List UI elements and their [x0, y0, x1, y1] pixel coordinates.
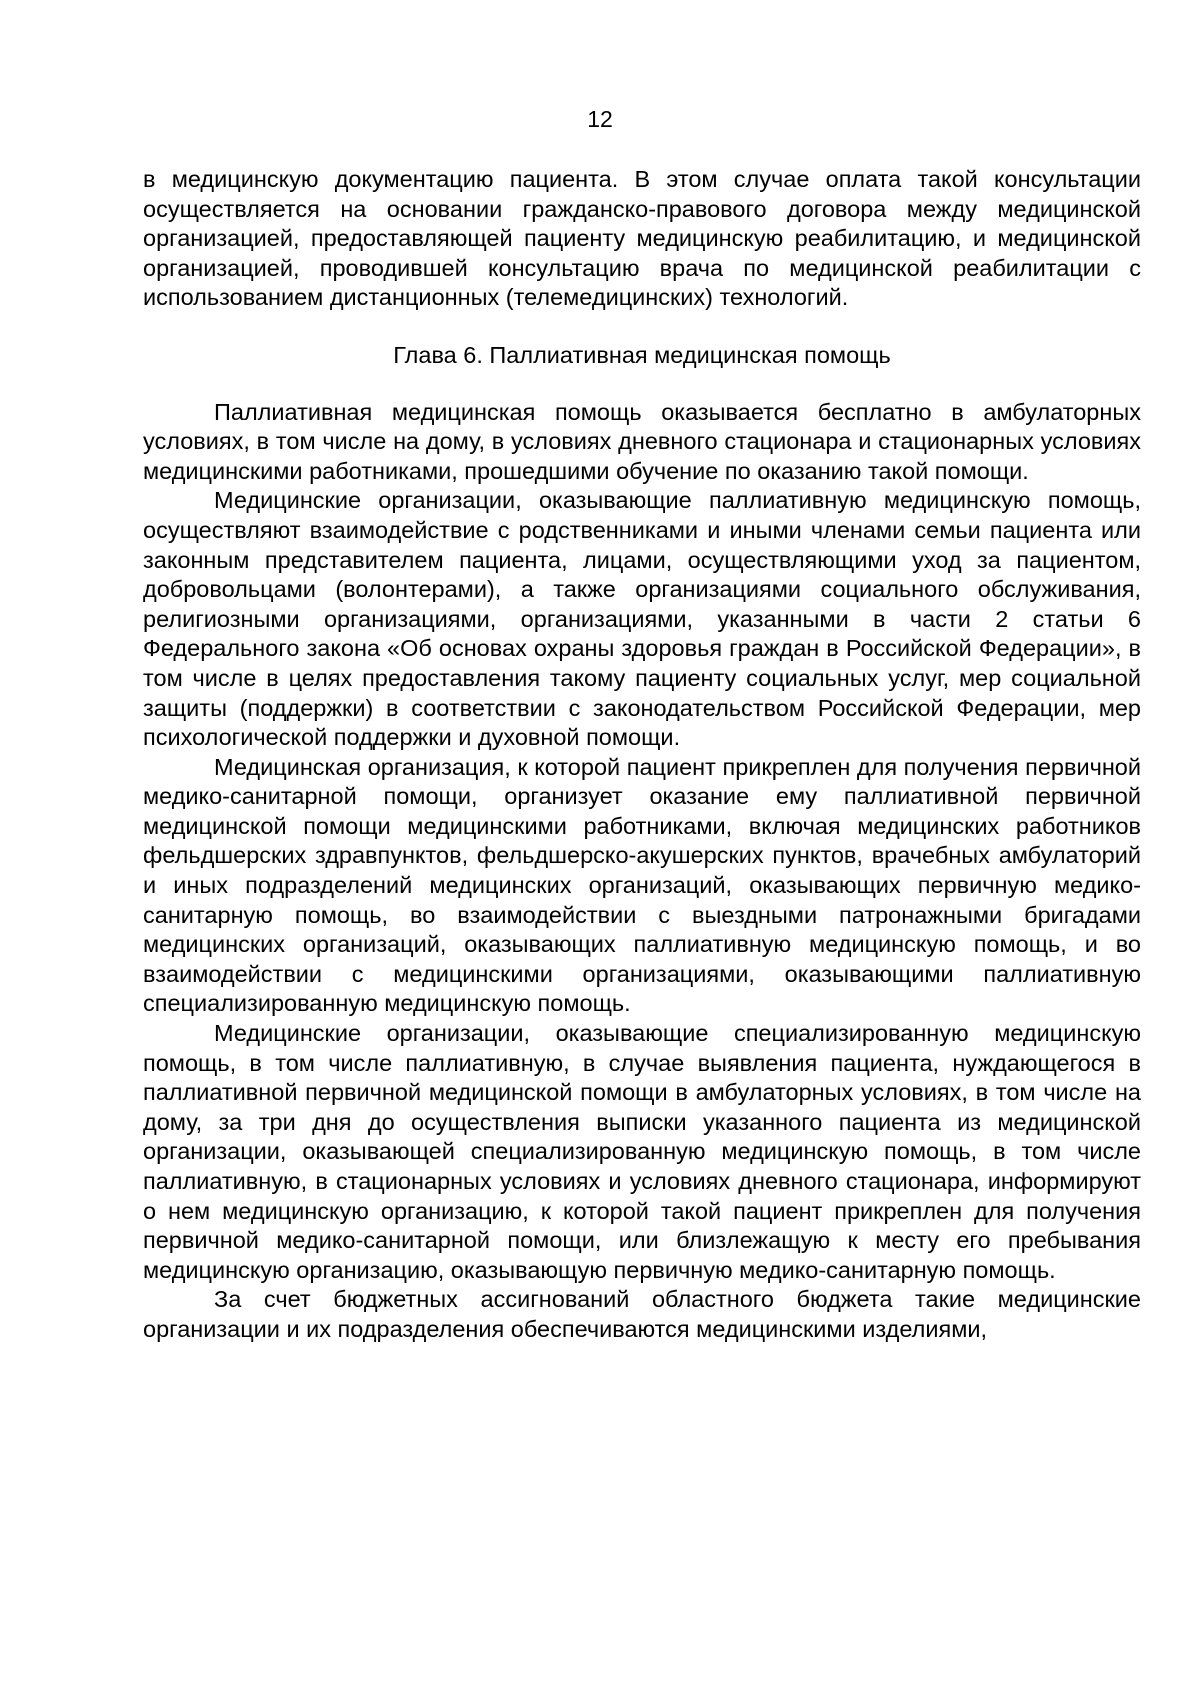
chapter-heading: Глава 6. Паллиативная медицинская помощь — [393, 341, 891, 368]
paragraph-continuation: в медицинскую документацию пациента. В этом случае оплата такой консультации осуществляется на основании гражданско-правового договора между медицинской организацией, предоставляющей пациенту медицинскую реабилитацию, и медицинской организацией, проводившей консультацию врача по медицинской реабилитации с использованием дистанционных (телемедицинских) технологий. — [143, 166, 1141, 311]
paragraph-palliative-care: Паллиативная медицинская помощь оказывается бесплатно в амбулаторных условиях, в том числе на дому, в условиях дневного стационара и стационарных условиях медицинскими работниками, прошедшими обучение по оказанию такой помощи. — [143, 398, 1141, 484]
page-number: 12 — [587, 106, 613, 132]
paragraph-interaction: Медицинские организации, оказывающие паллиативную медицинскую помощь, осуществляют взаимодействие с родственниками и иными членами семьи пациента или законным представителем пациента, лицами, осуществляющими уход за пациентом, добровольцами (волонтерами), а также организациями социального обслуживания, религиозными организациями, организациями, указанными в части 2 статьи 6 Федерального закона «Об основах охраны здоровья граждан в Российской Федерации», в том числе в целях предоставления такому пациенту социальных услуг, мер социальной защиты (поддержки) в соответствии с законодательством Российской Федерации, мер психологической поддержки и духовной помощи. — [143, 487, 1141, 751]
paragraph-specialized-care: Медицинские организации, оказывающие специализированную медицинскую помощь, в том числе паллиативную, в случае выявления пациента, нуждающегося в паллиативной первичной медицинской помощи в амбулаторных условиях, в том числе на дому, за три дня до осуществления выписки указанного пациента из медицинской организации, оказывающей специализированную медицинскую помощь, в том числе паллиативную, в стационарных условиях и условиях дневного стационара, информируют о нем медицинскую организацию, к которой такой пациент прикреплен для получения первичной медико-санитарной помощи, или близлежащую к месту его пребывания медицинскую организацию, оказывающую первичную медико-санитарную помощь. — [143, 1020, 1141, 1283]
paragraph-primary-care: Медицинская организация, к которой пациент прикреплен для получения первичной медико-санитарной помощи, организует оказание ему паллиативной первичной медицинской помощи медицинскими работниками, включая медицинских работников фельдшерских здравпунктов, фельдшерско-акушерских пунктов, врачебных амбулаторий и иных подразделений медицинских организаций, оказывающих первичную медико-санитарную помощь, во взаимодействии с выездными патронажными бригадами медицинских организаций, оказывающих паллиативную медицинскую помощь, и во взаимодействии с медицинскими организациями, оказывающими паллиативную специализированную медицинскую помощь. — [143, 753, 1141, 1017]
paragraph-budget: За счет бюджетных ассигнований областного бюджета такие медицинские организации и их подразделения обеспечиваются медицинскими изделиями, — [143, 1286, 1141, 1342]
document-body — [143, 165, 1141, 1345]
